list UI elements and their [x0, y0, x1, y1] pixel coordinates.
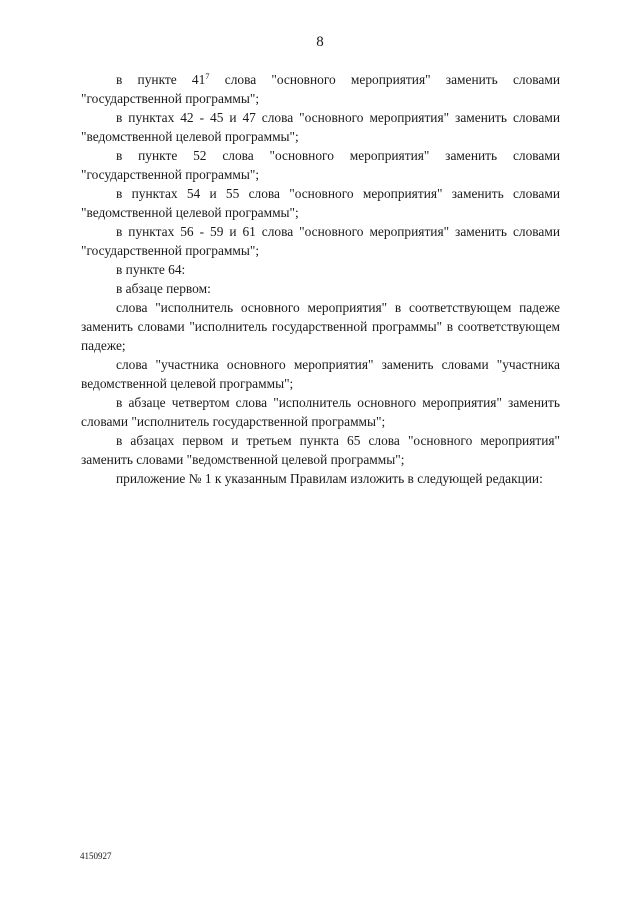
document-code: 4150927 — [80, 851, 112, 861]
superscript: 7 — [205, 71, 210, 81]
page-number: 8 — [316, 34, 324, 50]
paragraph: в пунктах 42 - 45 и 47 слова "основного мероприятия" заменить словами "ведомственной целевой программы"; — [81, 110, 560, 144]
paragraph: слова "исполнитель основного мероприятия" в соответствующем падеже заменить словами "исполнитель государственной программы" в соответствующем падеже; — [81, 300, 560, 353]
paragraph: в пунктах 54 и 55 слова "основного мероприятия" заменить словами "ведомственной целевой программы"; — [81, 186, 560, 220]
paragraph: в пункте $41^7$ слова "основного мероприятия" заменить словами "государственной программы"; — [81, 71, 560, 106]
paragraph: в абзацах первом и третьем пункта 65 слова "основного мероприятия" заменить словами "ведомственной целевой программы"; — [81, 433, 560, 467]
document-body — [81, 70, 560, 488]
paragraph: в пунктах 56 - 59 и 61 слова "основного мероприятия" заменить словами "государственной программы"; — [81, 224, 560, 258]
paragraph: слова "участника основного мероприятия" заменить словами "участника ведомственной целевой программы"; — [81, 357, 560, 391]
paragraph: в абзаце четвертом слова "исполнитель основного мероприятия" заменить словами "исполнитель государственной программы"; — [81, 395, 560, 429]
paragraph: приложение № 1 к указанным Правилам изложить в следующей редакции: — [116, 471, 543, 486]
paragraph: в абзаце первом: — [116, 281, 211, 296]
paragraph: в пункте 52 слова "основного мероприятия" заменить словами "государственной программы"; — [81, 148, 560, 182]
paragraph: в пункте 64: — [116, 262, 186, 277]
